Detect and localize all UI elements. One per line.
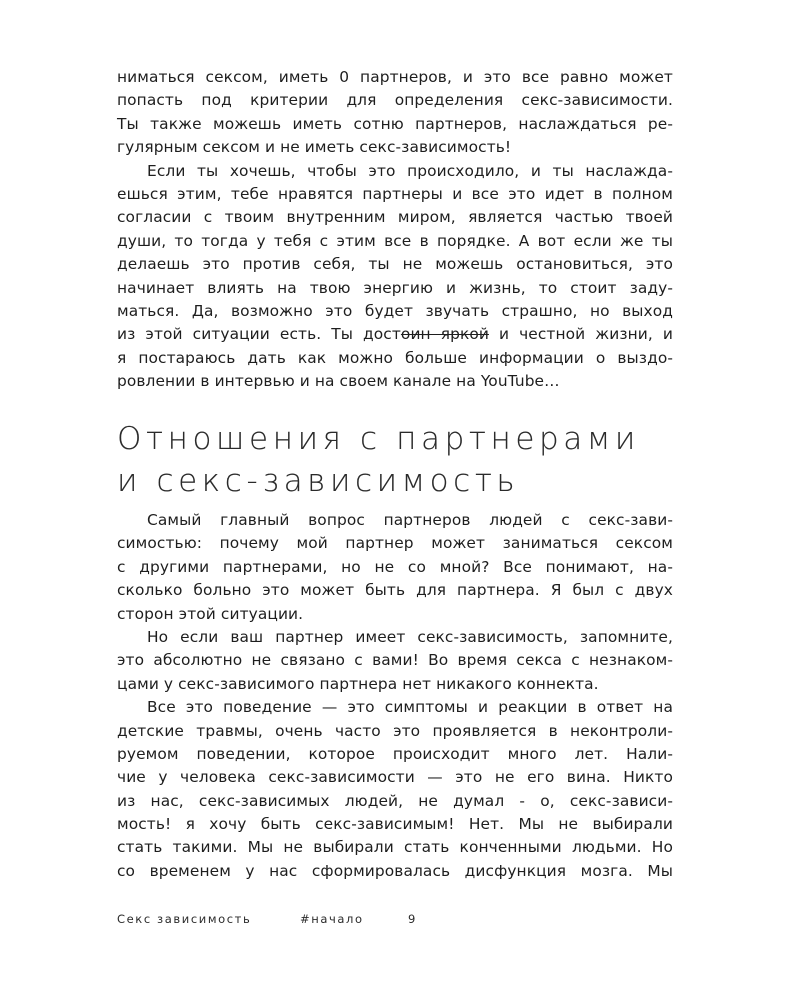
section-heading-line: Отношения с партнерами [117, 421, 640, 457]
text-line: симостью: почему мой партнер может заниматься сексом [117, 534, 673, 553]
text-line: Самый главный вопрос партнеров людей с секс-зави- [147, 511, 673, 529]
text-line: начинает влиять на твою энергию и жизнь, то стоит заду- [117, 278, 673, 297]
page-number: 9 [408, 912, 417, 926]
text-line: Если ты хочешь, чтобы это происходило, и ты наслажда- [147, 161, 673, 180]
footer-book-title: Секс зависимость [117, 912, 252, 926]
text-line-with-strikethrough [117, 323, 673, 346]
text-line: Ты также можешь иметь сотню партнеров, наслаждаться ре- [117, 114, 673, 133]
text-line: с другими партнерами, но не со мной? Все понимают, на- [117, 557, 673, 576]
text-line: согласии с твоим внутренним миром, является частью твоей [117, 208, 673, 227]
text-line: ешься этим, тебе нравятся партнеры и все это идет в полном [117, 184, 673, 203]
text-segment: из этой ситуации есть. Ты дост [117, 325, 401, 344]
text-line: стать такими. Мы не выбирали стать конченными людьми. Но [117, 838, 673, 857]
text-line: со временем у нас сформировалась дисфункция мозга. Мы [117, 861, 673, 880]
text-line: маться. Да, возможно это будет звучать страшно, но выход [117, 301, 673, 320]
text-line: руемом поведении, которое происходит много лет. Нали- [117, 744, 673, 763]
text-line: ниматься сексом, иметь 0 партнеров, и это все равно может [117, 68, 673, 86]
page-footer [117, 912, 417, 926]
text-line: из нас, секс-зависимых людей, не думал - о, секс-зависи- [117, 791, 673, 810]
footer-hashtag: #начало [300, 912, 364, 926]
strikethrough-text: оин яркой [400, 325, 489, 344]
text-line: я постараюсь дать как можно больше информации о выздо- [117, 348, 673, 367]
text-line: попасть под критерии для определения секс-зависимости. [117, 91, 673, 110]
text-line: цами у секс-зависимого партнера нет никакого коннекта. [117, 674, 599, 693]
body-text-bottom [117, 509, 673, 883]
text-line: мость! я хочу быть секс-зависимым! Нет. Мы не выбирали [117, 815, 673, 834]
text-line: делаешь это против себя, ты не можешь остановиться, это [117, 255, 673, 274]
text-line: Но если ваш партнер имеет секс-зависимость, запомните, [147, 627, 673, 646]
section-heading [117, 418, 677, 502]
text-line: ровлении в интервью и на своем канале на YouTube… [117, 372, 560, 391]
text-line: чие у человека секс-зависимости — это не его вина. Никто [117, 768, 673, 787]
text-line: сторон этой ситуации. [117, 604, 304, 623]
text-line: сколько больно это может быть для партнера. Я был с двух [117, 581, 673, 600]
body-text-top [117, 66, 673, 393]
text-line: Все это поведение — это симптомы и реакции в ответ на [147, 698, 673, 717]
text-segment: и честной жизни, и [488, 325, 673, 344]
text-line: души, то тогда у тебя с этим все в порядке. А вот если же ты [117, 231, 673, 250]
section-heading-line: и секс-зависимость [117, 463, 520, 499]
text-line: это абсолютно не связано с вами! Во время секса с незнаком- [117, 651, 673, 670]
text-line: гулярным сексом и не иметь секс-зависимость! [117, 138, 512, 157]
text-line: детские травмы, очень часто это проявляется в неконтроли- [117, 721, 673, 740]
